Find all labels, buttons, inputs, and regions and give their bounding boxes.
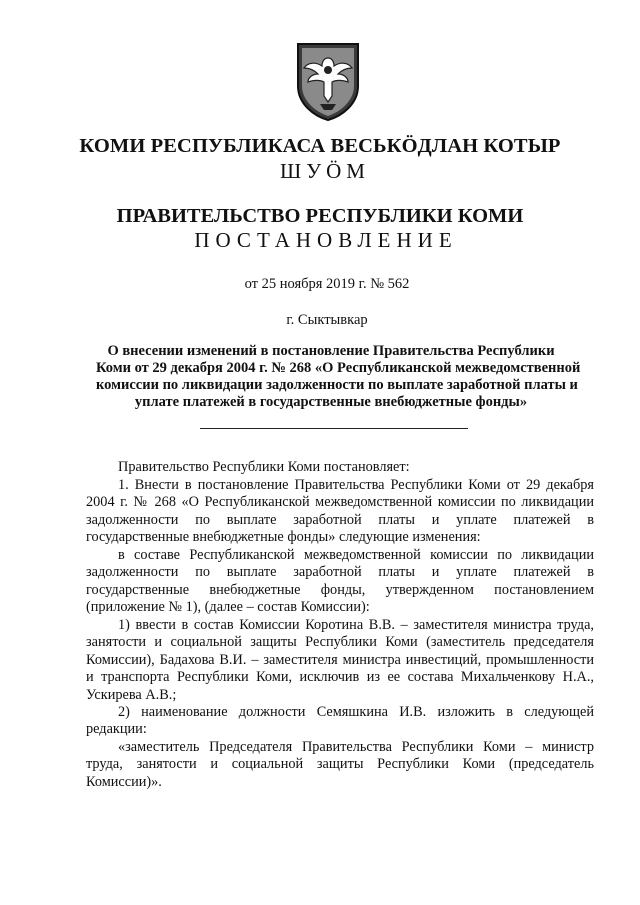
subject-line: О внесении изменений в постановление Правительства Республики [107, 343, 555, 359]
paragraph [86, 704, 594, 739]
subject-line: уплате платежей в государственные внебюджетные фонды» [134, 394, 528, 410]
paragraph [86, 477, 594, 547]
government-title: ПРАВИТЕЛЬСТВО РЕСПУБЛИКИ КОМИ [116, 205, 524, 227]
paragraph [86, 547, 594, 617]
city: г. Сыктывкар [286, 312, 368, 328]
resolution-intro: Правительство Республики Коми постановляет: [118, 459, 410, 475]
komi-government-title: КОМИ РЕСПУБЛИКАСА ВЕСЬКӦДЛАН КОТЫР [79, 135, 561, 157]
paragraph-text: в составе Республиканской межведомственной комиссии по ликвидации задолженности по выплате заработной платы и уплате платежей в государственные внебюджетные фонды, утвержденном постановлением (приложение № 1), (далее – состав Комиссии): [86, 547, 594, 616]
subject-line: Коми от 29 декабря 2004 г. № 268 «О Республиканской межведомственной [96, 360, 581, 376]
document-type: ПОСТАНОВЛЕНИЕ [194, 228, 458, 252]
komi-document-type: ШУӦМ [280, 159, 370, 183]
paragraph-text: 1. Внести в постановление Правительства Республики Коми от 29 декабря 2004 г. № 268 «О Республиканской межведомственной комиссии по ликвидации задолженности по выплате заработной платы и уплате платежей в государственные внебюджетные фонды» следующие изменения: [86, 477, 594, 546]
subject-line: комиссии по ликвидации задолженности по выплате заработной платы и [96, 377, 578, 393]
paragraph [86, 739, 594, 791]
paragraph-text: 2) наименование должности Семяшкина И.В. изложить в следующей редакции: [86, 704, 594, 738]
paragraph [86, 617, 594, 704]
date-and-number: от 25 ноября 2019 г. № 562 [244, 276, 410, 292]
paragraph-text: «заместитель Председателя Правительства Республики Коми – министр труда, занятости и социальной защиты Республики Коми (председатель Комиссии)». [86, 739, 594, 790]
divider-line [200, 428, 468, 429]
paragraph-text: 1) ввести в состав Комиссии Коротина В.В. – заместителя министра труда, занятости и социальной защиты Республики Коми (заместитель председателя Комиссии), Бадахова В.И. – заместителя министра инвестиций, промышленности и транспорта Республики Коми, исключив из ее состава Михальченкову Н.А., Ускирева А.В.; [86, 617, 594, 703]
coat-of-arms-komi-icon [294, 40, 362, 122]
